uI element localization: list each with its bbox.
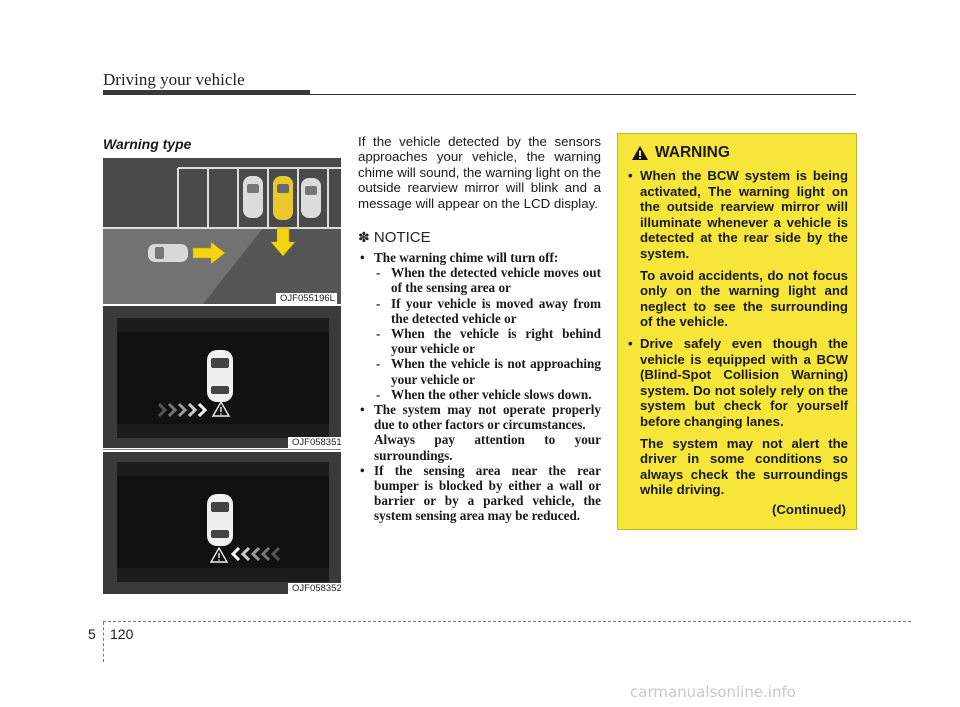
warning-title: WARNING (655, 144, 730, 161)
warning-box (617, 133, 857, 530)
continued-label: (Continued) (772, 501, 846, 517)
warning-item-text: When the BCW system is being activated, The warning light on the outside rearview mirror will illuminate whenever a vehicle is detected at the rear side by the system. (640, 168, 848, 261)
warning-content (626, 168, 848, 517)
notice-title: NOTICE (373, 229, 431, 247)
lcd-display-right-warning (103, 452, 341, 594)
car-top-view (207, 350, 233, 402)
main-text-column (358, 134, 601, 524)
notice-item-continuation: Always pay attention to your surroundings. (374, 432, 601, 463)
header-rule (103, 94, 856, 95)
section-number: 5 (88, 626, 96, 642)
figure-code-3: OJF058352 (288, 583, 344, 595)
notice-subitem: - If your vehicle is moved away from the detected vehicle or (376, 295, 601, 326)
figure-parking-lot (103, 158, 341, 304)
notice-subitem: - When the vehicle is not approaching your vehicle or (376, 356, 601, 387)
notice-subitem: - When the vehicle is right behind your vehicle or (376, 326, 601, 357)
parked-car-1 (243, 176, 263, 218)
figure-code-1: OJF055196L (276, 293, 337, 305)
notice-sublist (374, 265, 601, 402)
notice-item: • The warning chime will turn off: - When the detected vehicle moves out of the sensing area or - If your vehicle is moved away from the detected vehicle or - When the vehicle is right behind your vehicle or - When the vehicle is not approaching your vehicle or - When the other vehicle slows down. (360, 250, 601, 402)
footer-rule (103, 621, 911, 622)
warning-item-paragraph: The system may not alert the driver in some conditions so always check the surroundings while driving. (640, 435, 848, 498)
warning-item-text: Drive safely even though the vehicle is equipped with a BCW (Blind-Spot Collision Warning) system. Do not solely rely on the system but check for yourself before changing lanes. (640, 335, 848, 429)
highlighted-car (273, 176, 293, 220)
notice-subitem: - When the detected vehicle moves out of the sensing area or (376, 265, 601, 296)
footer-divider (103, 622, 104, 662)
notice-subitem: - When the other vehicle slows down. (376, 386, 592, 402)
car-top-view (207, 494, 233, 546)
notice-star-icon: ✽ (358, 229, 370, 246)
notice-item-text: The warning chime will turn off: (374, 250, 559, 266)
figure-code-2: OJF058351 (288, 437, 344, 449)
watermark: carmanualsonline.info (630, 683, 796, 701)
notice-item-text: If the sensing area near the rear bumper is blocked by either a wall or barrier or by a parked vehicle, the system sensing area may be reduced. (374, 462, 601, 524)
notice-item: • The system may not operate properly due to other factors or circumstances. Always pay attention to your surroundings. (360, 402, 601, 463)
notice-list (358, 250, 601, 524)
figure-divider (103, 449, 341, 450)
figure-lcd-right (103, 452, 341, 594)
warning-header (631, 144, 848, 162)
warning-triangle-icon (631, 145, 649, 161)
notice-item-text: The system may not operate properly due to other factors or circumstances. (374, 402, 601, 433)
warning-item: • Drive safely even though the vehicle is equipped with a BCW (Blind-Spot Collision Warning) system. Do not solely rely on the system but check for yourself before changing lanes. The system may not alert the driver in some conditions so always check the surroundings while driving. (628, 335, 848, 498)
intro-paragraph: If the vehicle detected by the sensors approaches your vehicle, the warning chime will sound, the warning light on the outside rearview mirror will blink and a message will appear on the LCD display. (358, 134, 601, 211)
page-number: 120 (110, 626, 134, 642)
approaching-car (148, 244, 188, 262)
parked-car-2 (301, 178, 321, 218)
running-header: Driving your vehicle (103, 70, 245, 89)
lcd-display-left-warning (103, 306, 341, 448)
warning-item-paragraph: To avoid accidents, do not focus only on the warning light and neglect to see the surrounding of the vehicle. (640, 267, 848, 330)
warning-item: • When the BCW system is being activated, The warning light on the outside rearview mirror will illuminate whenever a vehicle is detected at the rear side by the system. To avoid accidents, do not focus only on the warning light and neglect to see the surrounding of the vehicle. (628, 168, 848, 330)
warning-type-label: Warning type (103, 136, 192, 152)
parking-lot-illustration (103, 158, 341, 304)
notice-item: • If the sensing area near the rear bumper is blocked by either a wall or barrier or by a parked vehicle, the system sensing area may be reduced. (360, 462, 601, 524)
notice-heading (358, 229, 601, 246)
figure-lcd-left (103, 306, 341, 448)
